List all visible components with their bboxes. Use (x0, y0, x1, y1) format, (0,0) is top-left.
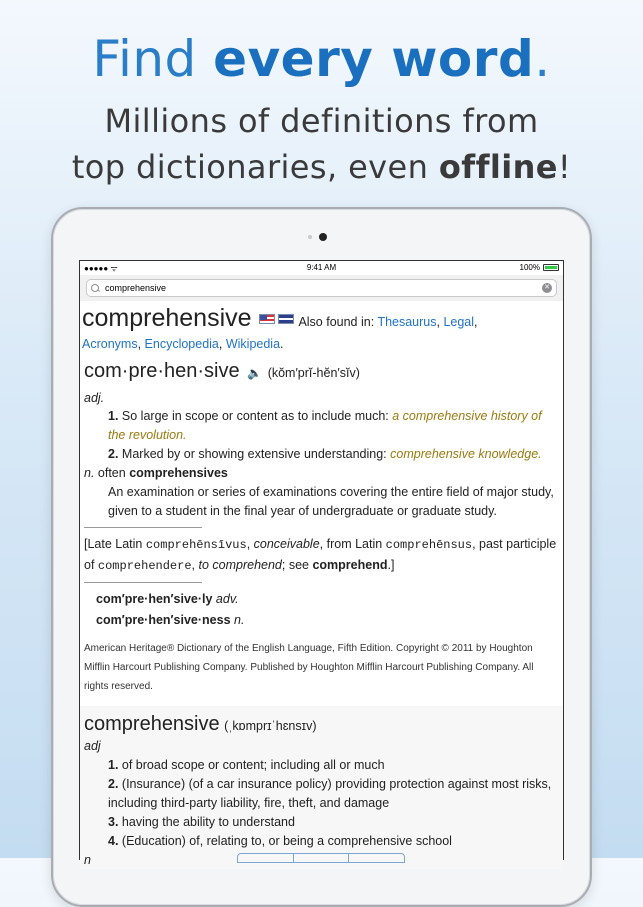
sense (82, 407, 557, 445)
hero-title (0, 24, 643, 94)
search-input[interactable] (105, 283, 542, 293)
hero-subtitle-plain: top dictionaries, even (71, 148, 439, 186)
link-acronyms[interactable]: Acronyms (82, 337, 138, 351)
search-field[interactable] (86, 279, 557, 297)
hero-banner (0, 24, 643, 190)
sense (82, 445, 557, 464)
tab-3[interactable] (349, 854, 404, 862)
clear-icon[interactable]: ✕ (542, 283, 552, 293)
link-wikipedia[interactable]: Wikipedia (225, 337, 281, 351)
sense-example: a comprehensive history of the revolution. (108, 409, 542, 442)
hero-title-bold: every word (213, 30, 535, 88)
hero-subtitle-bold: offline (438, 148, 558, 186)
etym-text: , (191, 558, 199, 572)
etym-text: ; see (281, 558, 313, 572)
entry2-header (84, 712, 557, 736)
runon-word: com′pre·hen′sive·ly (96, 592, 213, 606)
copyright-notice: American Heritage® Dictionary of the English Language, Fifth Edition. Copyright © 2011 by Houghton Mifflin Harcourt Publishing Company. Published by Houghton Mifflin Harcourt Publishing Company. All rights reserved. (84, 643, 534, 692)
speaker-icon[interactable]: 🔈 (247, 366, 263, 380)
sense (84, 775, 557, 813)
part-of-speech: adj. (84, 391, 105, 405)
sense-number: 2. (108, 777, 119, 791)
sense (84, 813, 557, 832)
battery-indicator (520, 263, 559, 272)
sense (84, 756, 557, 775)
also-found-label: Also found in: (298, 315, 378, 329)
divider (84, 582, 202, 583)
search-icon (91, 284, 100, 293)
also-found-links: Acronyms, Encyclopedia, Wikipedia. (82, 337, 284, 351)
pronunciation: (kŏm′prĭ-hĕn′sĭv) (267, 366, 360, 380)
battery-percent: 100% (519, 263, 540, 272)
hero-subtitle-end: ! (557, 148, 572, 186)
sense-number: 3. (108, 815, 119, 829)
entry-header: comprehensive Also found in: Thesaurus, Legal, (82, 304, 478, 332)
sense-text: (Education) of, relating to, or being a comprehensive school (118, 834, 452, 848)
etym-text: .] (387, 558, 395, 572)
runon-entry (82, 610, 557, 631)
pronunciation: (ˌkɒmprɪˈhɛnsɪv) (224, 719, 317, 733)
sense-text: having the ability to understand (118, 815, 295, 829)
sense-number: 1. (108, 409, 119, 423)
link-legal[interactable]: Legal (443, 315, 475, 329)
tab-1[interactable] (238, 854, 294, 862)
etym-text: , past participle of (84, 537, 557, 572)
us-flag-icon[interactable] (259, 314, 275, 324)
etym-word: comprehēnsīvus (145, 538, 247, 552)
app-screen (79, 260, 564, 867)
etym-text: , (246, 537, 254, 551)
noun-header (82, 464, 557, 483)
etym-word: comprehēnsus (385, 538, 473, 552)
search-bar (80, 275, 563, 301)
etym-gloss: to comprehend (198, 558, 282, 572)
etym-crossref[interactable]: comprehend (312, 558, 388, 572)
syllabification (82, 359, 557, 385)
status-time: 9:41 AM (306, 263, 337, 272)
signal-icon: ●●●●● ᯤ (84, 264, 118, 273)
noun-label: n (84, 853, 91, 867)
sense-example: comprehensive knowledge. (390, 447, 542, 461)
noun-word: comprehensives (129, 466, 228, 480)
etym-word: comprehendere (97, 559, 192, 573)
tab-2[interactable] (294, 854, 350, 862)
sense-text: of broad scope or content; including all or much (118, 758, 385, 772)
syllables: com·pre·hen·sive (84, 360, 240, 382)
runon-entry (82, 589, 557, 610)
hero-subtitle (0, 98, 643, 190)
hero-title-plain: Find (92, 30, 214, 88)
link-thesaurus[interactable]: Thesaurus (377, 315, 437, 329)
headword: comprehensive (84, 713, 220, 735)
sense (84, 832, 557, 851)
sense-text: (Insurance) (of a car insurance policy) providing protection against most risks, including third-party liability, fire, theft, and damage (108, 777, 552, 810)
noun-label: n. (84, 466, 95, 480)
hero-subtitle-line2 (0, 144, 643, 190)
camera-icon (319, 233, 327, 241)
sense-number: 4. (108, 834, 119, 848)
hero-title-end: . (534, 30, 551, 88)
hero-subtitle-line1: Millions of definitions from (104, 102, 539, 140)
noun-often: often (94, 466, 130, 480)
sense-text: So large in scope or content as to include much: (121, 409, 393, 423)
battery-icon (543, 264, 559, 271)
etym-text: , from Latin (319, 537, 386, 551)
link-encyclopedia[interactable]: Encyclopedia (144, 337, 219, 351)
collins-entry (80, 706, 563, 869)
headword: comprehensive (82, 304, 252, 332)
entry-content (80, 305, 563, 696)
runon-word: com′pre·hen′sive·ness (96, 613, 231, 627)
uk-flag-icon[interactable] (278, 314, 294, 324)
noun-definition: An examination or series of examinations covering the entire field of major study, given to a student in the final year of undergraduate or graduate study. (108, 485, 554, 518)
status-bar (80, 261, 563, 275)
sense-number: 2. (108, 447, 119, 461)
sense-number: 1. (108, 758, 119, 772)
sense-text: Marked by or showing extensive understanding: (121, 447, 391, 461)
etym-text: [Late Latin (84, 537, 146, 551)
part-of-speech: adj (84, 739, 101, 753)
bottom-tabbar (237, 853, 405, 863)
sensor-dot (308, 235, 312, 239)
runon-pos: adv. (212, 592, 239, 606)
divider (84, 527, 202, 528)
etymology (82, 534, 557, 576)
runon-pos: n. (230, 613, 245, 627)
etym-gloss: conceivable (253, 537, 320, 551)
